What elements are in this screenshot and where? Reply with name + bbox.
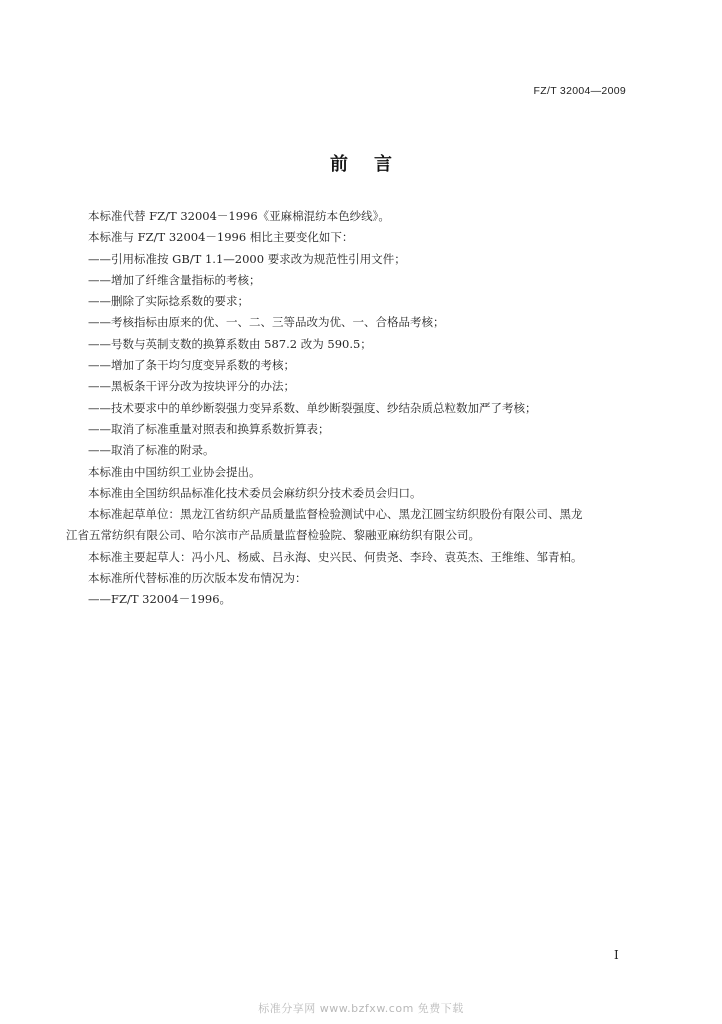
paragraph-drafters: 本标准主要起草人：冯小凡、杨威、吕永海、史兴民、何贵尧、李玲、袁英杰、王维维、邹青柏。 <box>88 549 583 564</box>
paragraph-drafting-units-cont: 江省五常纺织有限公司、哈尔滨市产品质量监督检验院、黎融亚麻纺织有限公司。 <box>66 528 480 543</box>
list-item: ——引用标准按 GB/T 1.1—2000 要求改为规范性引用文件； <box>88 251 406 266</box>
page-number: I <box>614 948 619 962</box>
foreword-body <box>66 206 628 611</box>
paragraph-proposer: 本标准由中国纺织工业协会提出。 <box>88 464 261 479</box>
list-item: ——号数与英制支数的换算系数由 587.2 改为 590.5； <box>88 336 372 351</box>
paragraph-administrator: 本标准由全国纺织品标准化技术委员会麻纺织分技术委员会归口。 <box>88 485 422 500</box>
list-item: ——技术要求中的单纱断裂强力变异系数、单纱断裂强度、纱结杂质总粒数加严了考核； <box>88 400 537 415</box>
list-item: ——FZ/T 32004－1996。 <box>88 592 232 607</box>
paragraph-drafting-units: 本标准起草单位：黑龙江省纺织产品质量监督检验测试中心、黑龙江圆宝纺织股份有限公司、黑龙 <box>88 507 583 522</box>
paragraph-changes-intro: 本标准与 FZ/T 32004－1996 相比主要变化如下： <box>88 230 354 245</box>
page-title: 前言 <box>330 154 418 175</box>
standard-code: FZ/T 32004—2009 <box>533 85 626 97</box>
watermark: 标准分享网 www.bzfxw.com 免费下载 <box>258 1002 464 1015</box>
paragraph-history-intro: 本标准所代替标准的历次版本发布情况为： <box>88 571 307 586</box>
list-item: ——黑板条干评分改为按块评分的办法； <box>88 379 295 394</box>
list-item: ——考核指标由原来的优、一、二、三等品改为优、一、合格品考核； <box>88 315 445 330</box>
list-item: ——删除了实际捻系数的要求； <box>88 294 249 309</box>
list-item: ——取消了标准重量对照表和换算系数折算表； <box>88 421 330 436</box>
list-item: ——增加了纤维含量指标的考核； <box>88 272 261 287</box>
list-item: ——增加了条干均匀度变异系数的考核； <box>88 358 295 373</box>
paragraph-replaces: 本标准代替 FZ/T 32004－1996《亚麻棉混纺本色纱线》。 <box>88 209 390 223</box>
list-item: ——取消了标准的附录。 <box>88 443 215 458</box>
